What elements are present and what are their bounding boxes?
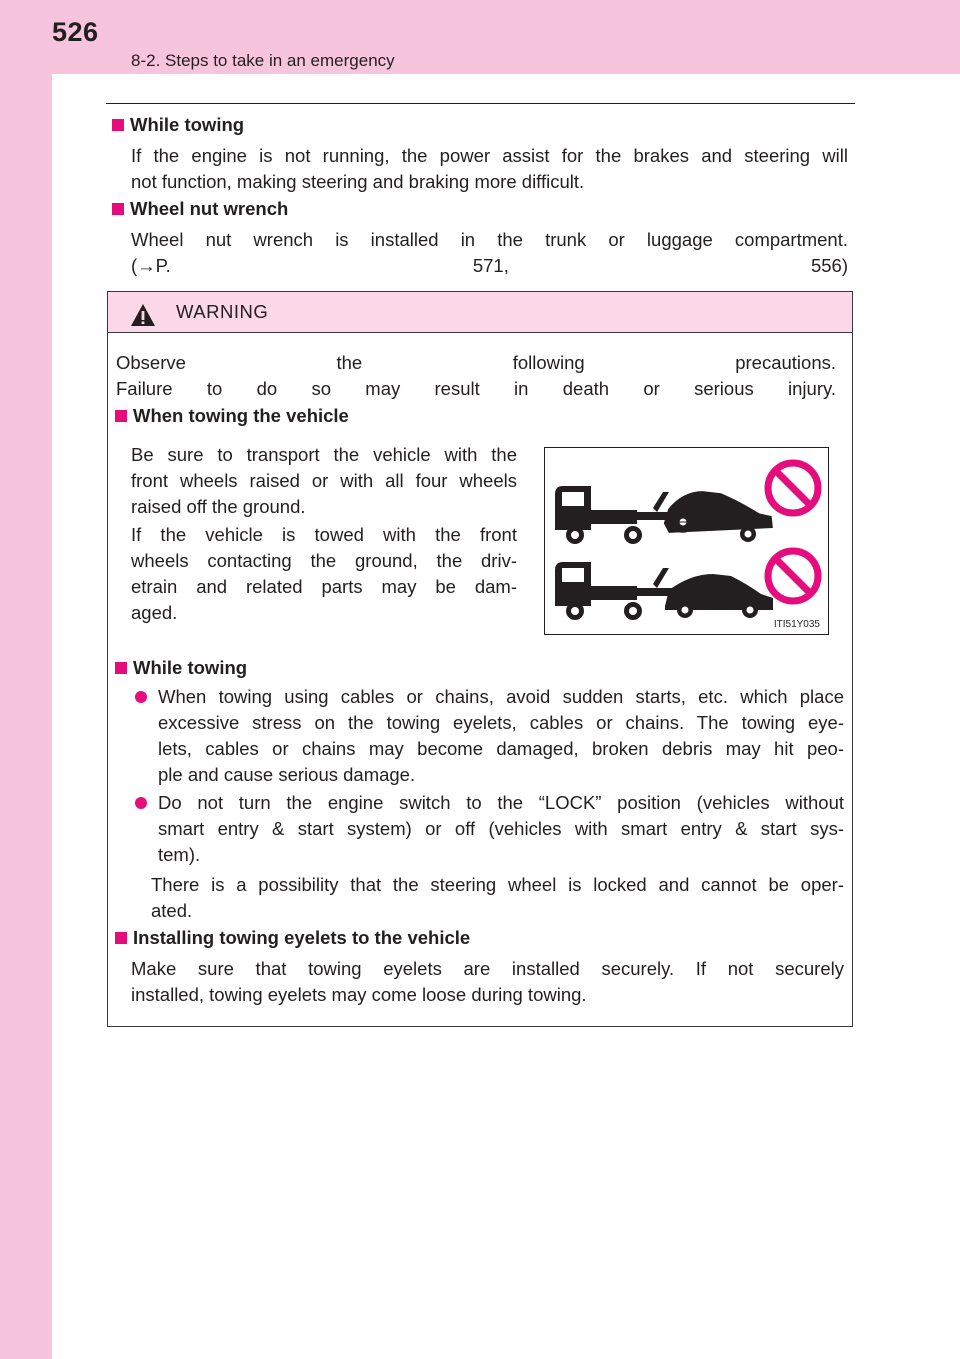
round-bullet-icon	[135, 797, 147, 809]
while-towing-text: If the engine is not running, the power assist for the brakes and steering will not function, making steering and braking more difficult.	[131, 145, 848, 192]
warning-intro: Observe the following precautions. Failure to do so may result in death or serious injury.	[116, 352, 836, 399]
eyelets-text: Make sure that towing eyelets are installed securely. If not securely installed, towing eyelets may come loose during towing.	[131, 958, 844, 1005]
heading-while-towing: While towing	[112, 114, 244, 136]
heading-while-towing-warning: While towing	[115, 657, 247, 679]
while-towing-bullet-1: When towing using cables or chains, avoid sudden starts, etc. which place excessive stress on the towing eyelets, cables or chains. The towing eye- lets, cables or chains may become damaged, broken debris may hit peo- ple and cause serious damage.	[158, 686, 844, 785]
warning-header	[108, 292, 852, 333]
wheel-nut-text: Wheel nut wrench is installed in the trunk or luggage compartment. (→P. 571, 556)	[131, 227, 848, 279]
warning-triangle-icon	[130, 303, 156, 327]
section-title: 8-2. Steps to take in an emergency	[131, 51, 395, 70]
prohibited-icon	[768, 463, 818, 513]
square-bullet-icon	[115, 932, 127, 944]
prohibited-icon	[768, 551, 818, 601]
round-bullet-icon	[135, 691, 147, 703]
heading-when-towing-vehicle: When towing the vehicle	[115, 405, 349, 427]
while-towing-note: There is a possibility that the steering wheel is locked and cannot be oper- ated.	[151, 874, 844, 921]
heading-installing-eyelets: Installing towing eyelets to the vehicle	[115, 927, 470, 949]
left-color-strip	[0, 0, 52, 1359]
square-bullet-icon	[112, 119, 124, 131]
header-rule	[106, 103, 855, 104]
square-bullet-icon	[115, 662, 127, 674]
while-towing-bullet-2: Do not turn the engine switch to the “LOCK” position (vehicles without smart entry & start system) or off (vehicles with smart entry & start sys- tem).	[158, 792, 844, 865]
page-reference-link[interactable]: (→P. 571, 556)	[131, 255, 848, 276]
towing-vehicle-para-2: If the vehicle is towed with the front wheels contacting the ground, the driv- etrain and related parts may be dam- aged.	[131, 524, 517, 623]
square-bullet-icon	[112, 203, 124, 215]
towing-vehicle-para-1: Be sure to transport the vehicle with the front wheels raised or with all four wheels raised off the ground.	[131, 444, 517, 517]
figure-code: ITI51Y035	[773, 619, 820, 630]
tow-truck-icon	[555, 486, 675, 530]
page-number: 526	[52, 17, 99, 47]
heading-wheel-nut-wrench: Wheel nut wrench	[112, 198, 288, 220]
prohibited-towing-diagram	[545, 448, 828, 634]
square-bullet-icon	[115, 410, 127, 422]
warning-title: WARNING	[176, 301, 269, 322]
towing-illustration	[544, 447, 829, 635]
